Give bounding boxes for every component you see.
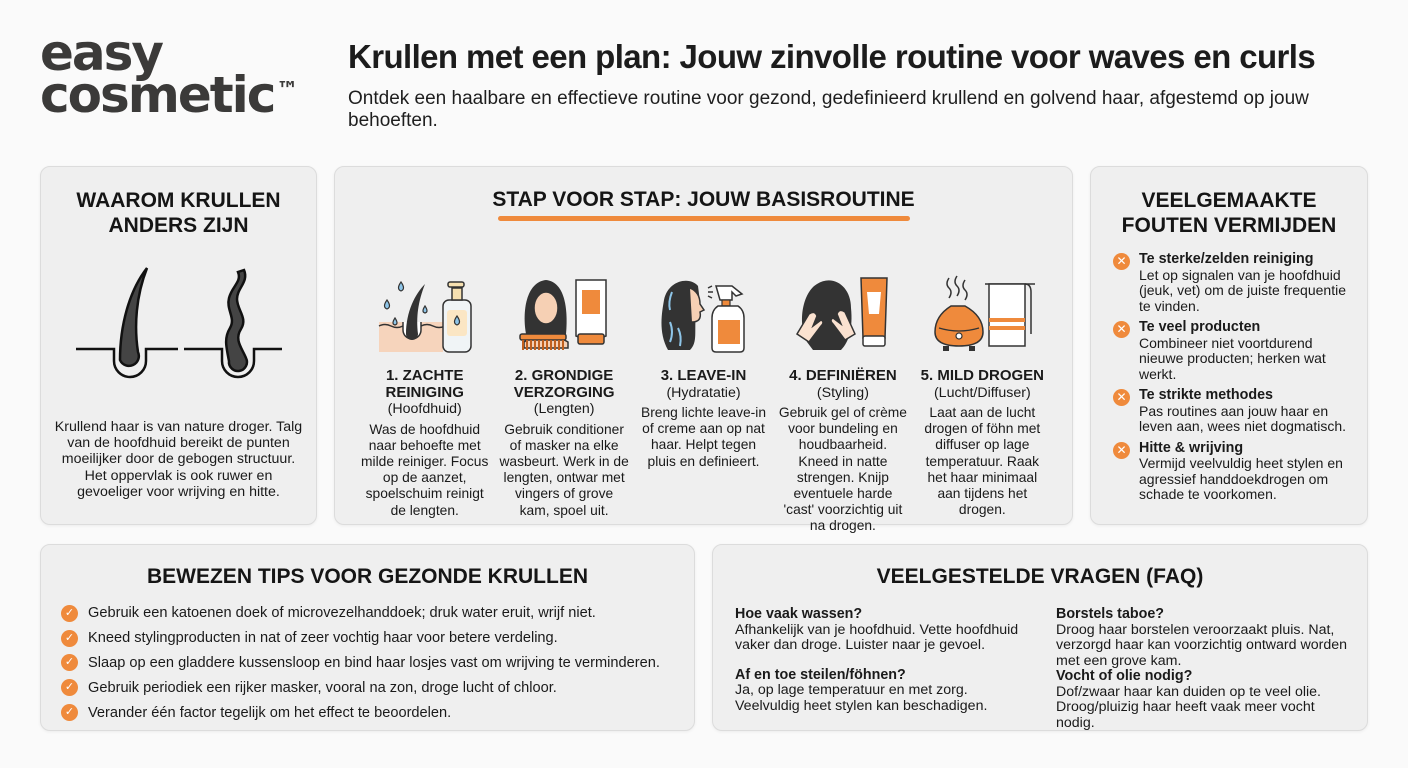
tip-text: Verander één factor tegelijk om het effect te beoordelen. bbox=[88, 704, 452, 721]
step-title: 2. GRONDIGE VERZORGING bbox=[513, 367, 615, 401]
step-desc: Gebruik conditioner of masker na elke wasbeurt. Werk in de lengten, ontwar met vingers of grove kam, spoel uit. bbox=[499, 421, 629, 518]
mistake-desc: Vermijd veelvuldig heet stylen en agressief handdoekdrogen om schade te voorkomen. bbox=[1139, 455, 1343, 502]
tip-item bbox=[61, 601, 694, 626]
routine-step-1 bbox=[355, 259, 494, 535]
faq-title: VEELGESTELDE VRAGEN (FAQ) bbox=[876, 565, 1204, 588]
tip-text: Gebruik een katoenen doek of microvezelhanddoek; druk water eruit, wrijf niet. bbox=[88, 605, 596, 622]
faq-answer: Droog haar borstelen veroorzaakt pluis. Nat, verzorgd haar kan voorzichtig ontward worden met een grove kam. bbox=[1056, 621, 1347, 669]
styling-gel-icon bbox=[793, 272, 893, 354]
check-circle-icon: ✓ bbox=[61, 630, 78, 647]
step-title: 1. ZACHTE REINIGING bbox=[385, 367, 464, 401]
trademark: ™ bbox=[276, 78, 299, 103]
mistake-item bbox=[1113, 320, 1355, 382]
step-sub: (Lengten) bbox=[533, 401, 595, 417]
routine-title: STAP VOOR STAP: JOUW BASISROUTINE bbox=[492, 188, 915, 211]
faq-answer: Dof/zwaar haar kan duiden op te veel olie. Droog/pluizig haar heeft vaak meer vocht nodig. bbox=[1056, 683, 1321, 731]
step-desc: Laat aan de lucht drogen of föhn met diffuser op lage temperatuur. Raak het haar minimaal aan tijdens het drogen. bbox=[924, 405, 1041, 518]
mistake-item bbox=[1113, 441, 1355, 503]
x-circle-icon: ✕ bbox=[1113, 321, 1130, 338]
logo-line2: cosmetic bbox=[40, 66, 275, 124]
mistake-desc: Pas routines aan jouw haar en leven aan, wees niet dogmatisch. bbox=[1139, 402, 1347, 434]
conditioner-comb-icon bbox=[514, 272, 614, 354]
faq-column-right bbox=[1032, 607, 1353, 731]
check-circle-icon: ✓ bbox=[61, 605, 78, 622]
step-sub: (Styling) bbox=[816, 384, 869, 401]
curly-hair-follicle-icon bbox=[184, 270, 282, 377]
why-title bbox=[41, 188, 316, 238]
step-title: 4. DEFINIËREN bbox=[789, 367, 897, 384]
routine-step-2 bbox=[494, 259, 633, 535]
mistake-title: Te sterke/zelden reiniging bbox=[1139, 251, 1314, 267]
mistake-title: Hitte & wrijving bbox=[1139, 439, 1244, 456]
faq-question: Hoe vaak wassen? bbox=[735, 606, 863, 622]
routine-card bbox=[334, 166, 1073, 534]
faq-grid bbox=[735, 607, 1353, 731]
why-title-line1: WAAROM KRULLEN bbox=[76, 189, 281, 212]
hair-follicles-icon bbox=[74, 266, 284, 391]
tip-text: Slaap op een gladdere kussensloop en bind haar losjes vast om wrijving te verminderen. bbox=[88, 654, 660, 671]
leave-in-spray-icon bbox=[654, 272, 754, 354]
tip-list bbox=[61, 601, 694, 725]
routine-step-3 bbox=[634, 259, 773, 535]
x-circle-icon: ✕ bbox=[1113, 253, 1130, 270]
step-sub: (Hydratatie) bbox=[666, 384, 741, 401]
tip-item bbox=[61, 626, 694, 651]
routine-step-4 bbox=[773, 259, 912, 535]
mistakes-title-line1: VEELGEMAAKTE bbox=[1141, 189, 1317, 212]
page-title: Krullen met een plan: Jouw zinvolle routine voor waves en curls bbox=[348, 38, 1316, 75]
step-desc: Breng lichte leave-in of creme aan op nat haar. Helpt tegen pluis en definieert. bbox=[641, 405, 767, 469]
step-title: 5. MILD DROGEN bbox=[920, 367, 1044, 384]
faq-item bbox=[1056, 669, 1353, 731]
mistake-title: Te veel producten bbox=[1139, 319, 1261, 335]
faq-question: Vocht of olie nodig? bbox=[1056, 668, 1193, 684]
mistakes-title-line2: FOUTEN VERMIJDEN bbox=[1121, 214, 1337, 237]
step-desc: Gebruik gel of crème voor bundeling en houdbaarheid. Kneed in natte strengen. Knijp eventuele harde 'cast' voorzichtig uit na drogen. bbox=[778, 405, 907, 534]
tip-item bbox=[61, 675, 694, 700]
x-circle-icon: ✕ bbox=[1113, 442, 1130, 459]
hair-comparison-figure bbox=[41, 266, 316, 391]
brand-logo bbox=[40, 24, 299, 124]
mistake-item bbox=[1113, 388, 1355, 435]
check-circle-icon: ✓ bbox=[61, 704, 78, 721]
check-circle-icon: ✓ bbox=[61, 654, 78, 671]
logo-line1: easy bbox=[40, 24, 163, 82]
tip-text: Kneed stylingproducten in nat of zeer vochtig haar voor betere verdeling. bbox=[88, 630, 558, 647]
straight-hair-follicle-icon bbox=[76, 268, 178, 377]
mistakes-title bbox=[1091, 188, 1367, 238]
mistake-desc: Combineer niet voortdurend nieuwe producten; herken wat werkt. bbox=[1139, 334, 1326, 382]
scalp-shampoo-icon bbox=[375, 272, 475, 354]
tips-card bbox=[40, 544, 695, 731]
step-sub: (Hoofdhuid) bbox=[387, 401, 462, 417]
mistake-item bbox=[1113, 252, 1355, 314]
tip-item bbox=[61, 700, 694, 725]
faq-item bbox=[735, 668, 1032, 715]
step-title: 3. LEAVE-IN bbox=[660, 367, 747, 384]
routine-steps bbox=[355, 259, 1052, 535]
mistake-list bbox=[1113, 252, 1355, 503]
step-sub: (Lucht/Diffuser) bbox=[933, 384, 1031, 401]
title-underline bbox=[498, 216, 910, 221]
mistakes-card bbox=[1090, 166, 1368, 525]
check-circle-icon: ✓ bbox=[61, 679, 78, 696]
why-curls-card bbox=[40, 166, 317, 525]
diffuser-towel-icon bbox=[927, 272, 1037, 354]
faq-column-left bbox=[735, 607, 1032, 731]
faq-question: Af en toe steilen/föhnen? bbox=[735, 666, 906, 683]
faq-item bbox=[1056, 607, 1353, 669]
faq-card bbox=[712, 544, 1368, 731]
why-text: Krullend haar is van nature droger. Talg van de hoofdhuid bereikt de punten moeilijker door de gebogen structuur. Het oppervlak is ook ruwer en gevoeliger voor wrijving en hitte. bbox=[54, 419, 303, 500]
why-title-line2: ANDERS ZIJN bbox=[108, 214, 249, 237]
mistake-desc: Let op signalen van je hoofdhuid (jeuk, vet) om de juiste frequentie te vinden. bbox=[1139, 266, 1346, 314]
mistake-title: Te strikte methodes bbox=[1139, 387, 1274, 403]
step-desc: Was de hoofdhuid naar behoefte met milde reiniger. Focus op de aanzet, spoelschuim reinigt de lengten. bbox=[361, 421, 489, 518]
faq-answer: Afhankelijk van je hoofdhuid. Vette hoofdhuid vaker dan droge. Luister naar je gevoel. bbox=[735, 621, 1019, 653]
page-subtitle: Ontdek een haalbare en effectieve routine voor gezond, gedefinieerd krullend en golvend haar, afgestemd op jouw behoeften. bbox=[348, 88, 1309, 131]
tip-text: Gebruik periodiek een rijker masker, vooral na zon, droge lucht of chloor. bbox=[88, 679, 557, 696]
faq-answer: Ja, op lage temperatuur en met zorg. Veelvuldig heet stylen kan beschadigen. bbox=[735, 682, 988, 714]
faq-item bbox=[735, 607, 1032, 654]
routine-step-5 bbox=[913, 259, 1052, 535]
tip-item bbox=[61, 651, 694, 676]
faq-question: Borstels taboe? bbox=[1056, 606, 1165, 622]
x-circle-icon: ✕ bbox=[1113, 389, 1130, 406]
tips-title: BEWEZEN TIPS VOOR GEZONDE KRULLEN bbox=[146, 565, 589, 588]
